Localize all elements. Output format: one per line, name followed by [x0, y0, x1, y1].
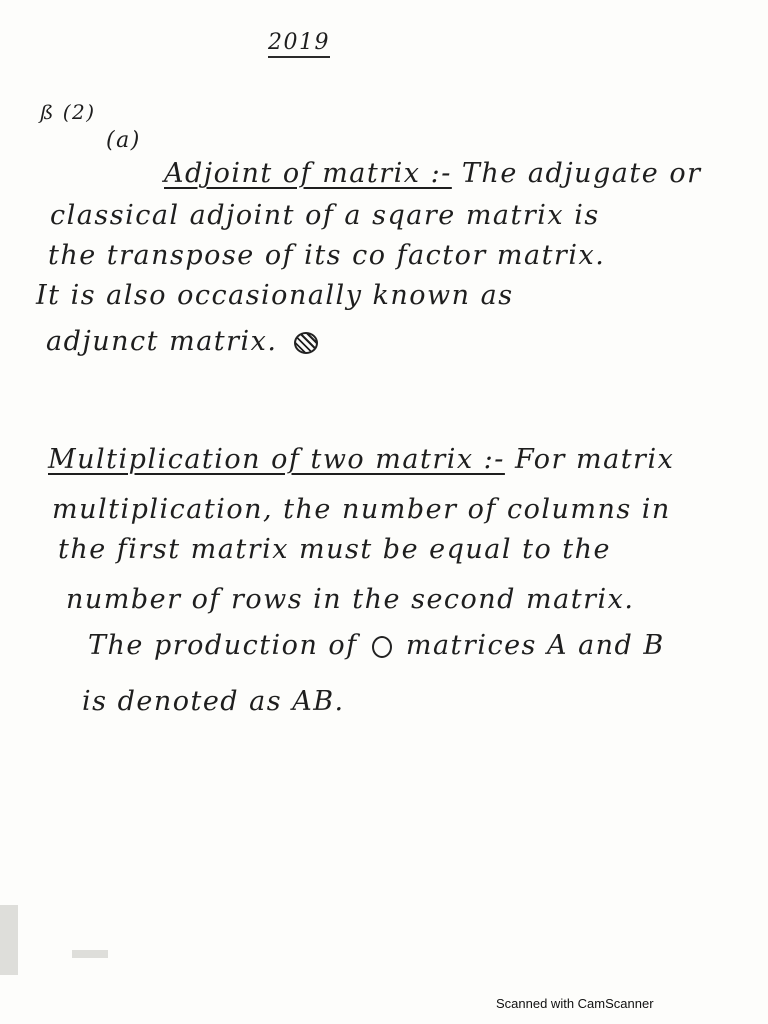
multiplication-line-5b: matrices A and B	[405, 630, 665, 661]
adjoint-line-3: the transpose of its co factor matrix.	[48, 240, 606, 271]
adjoint-line-5	[46, 326, 318, 357]
multiplication-line-5	[88, 630, 665, 661]
multiplication-line-1	[48, 444, 674, 475]
question-number	[40, 100, 96, 124]
question-part: (a)	[106, 128, 141, 153]
multiplication-line-5a: The production of	[88, 630, 358, 661]
multiplication-line-2: multiplication, the number of columns in	[52, 494, 671, 525]
multiplication-line-1-text: For matrix	[515, 444, 675, 475]
adjoint-heading: Adjoint of matrix :-	[164, 158, 452, 189]
scan-smudge	[72, 950, 108, 958]
question-number-text: (2)	[62, 100, 96, 124]
adjoint-line-1	[164, 158, 701, 189]
adjoint-line-4: It is also occasionally known as	[36, 280, 514, 311]
adjoint-line-5-text: adjunct matrix.	[46, 326, 278, 357]
multiplication-line-3: the first matrix must be equal to the	[58, 534, 612, 565]
crossed-out-scribble	[294, 332, 318, 354]
adjoint-line-1-text: The adjugate or	[461, 158, 702, 189]
scan-smudge	[0, 905, 18, 975]
year-heading: 2019	[268, 30, 330, 58]
adjoint-line-2: classical adjoint of a sqare matrix is	[50, 200, 600, 231]
multiplication-line-4: number of rows in the second matrix.	[66, 584, 635, 615]
camscanner-watermark: Scanned with CamScanner	[496, 996, 654, 1011]
multiplication-line-6: is denoted as AB.	[82, 686, 345, 717]
crossed-out-mark	[372, 636, 392, 658]
multiplication-heading: Multiplication of two matrix :-	[48, 444, 505, 475]
question-mark: ß	[40, 100, 55, 124]
